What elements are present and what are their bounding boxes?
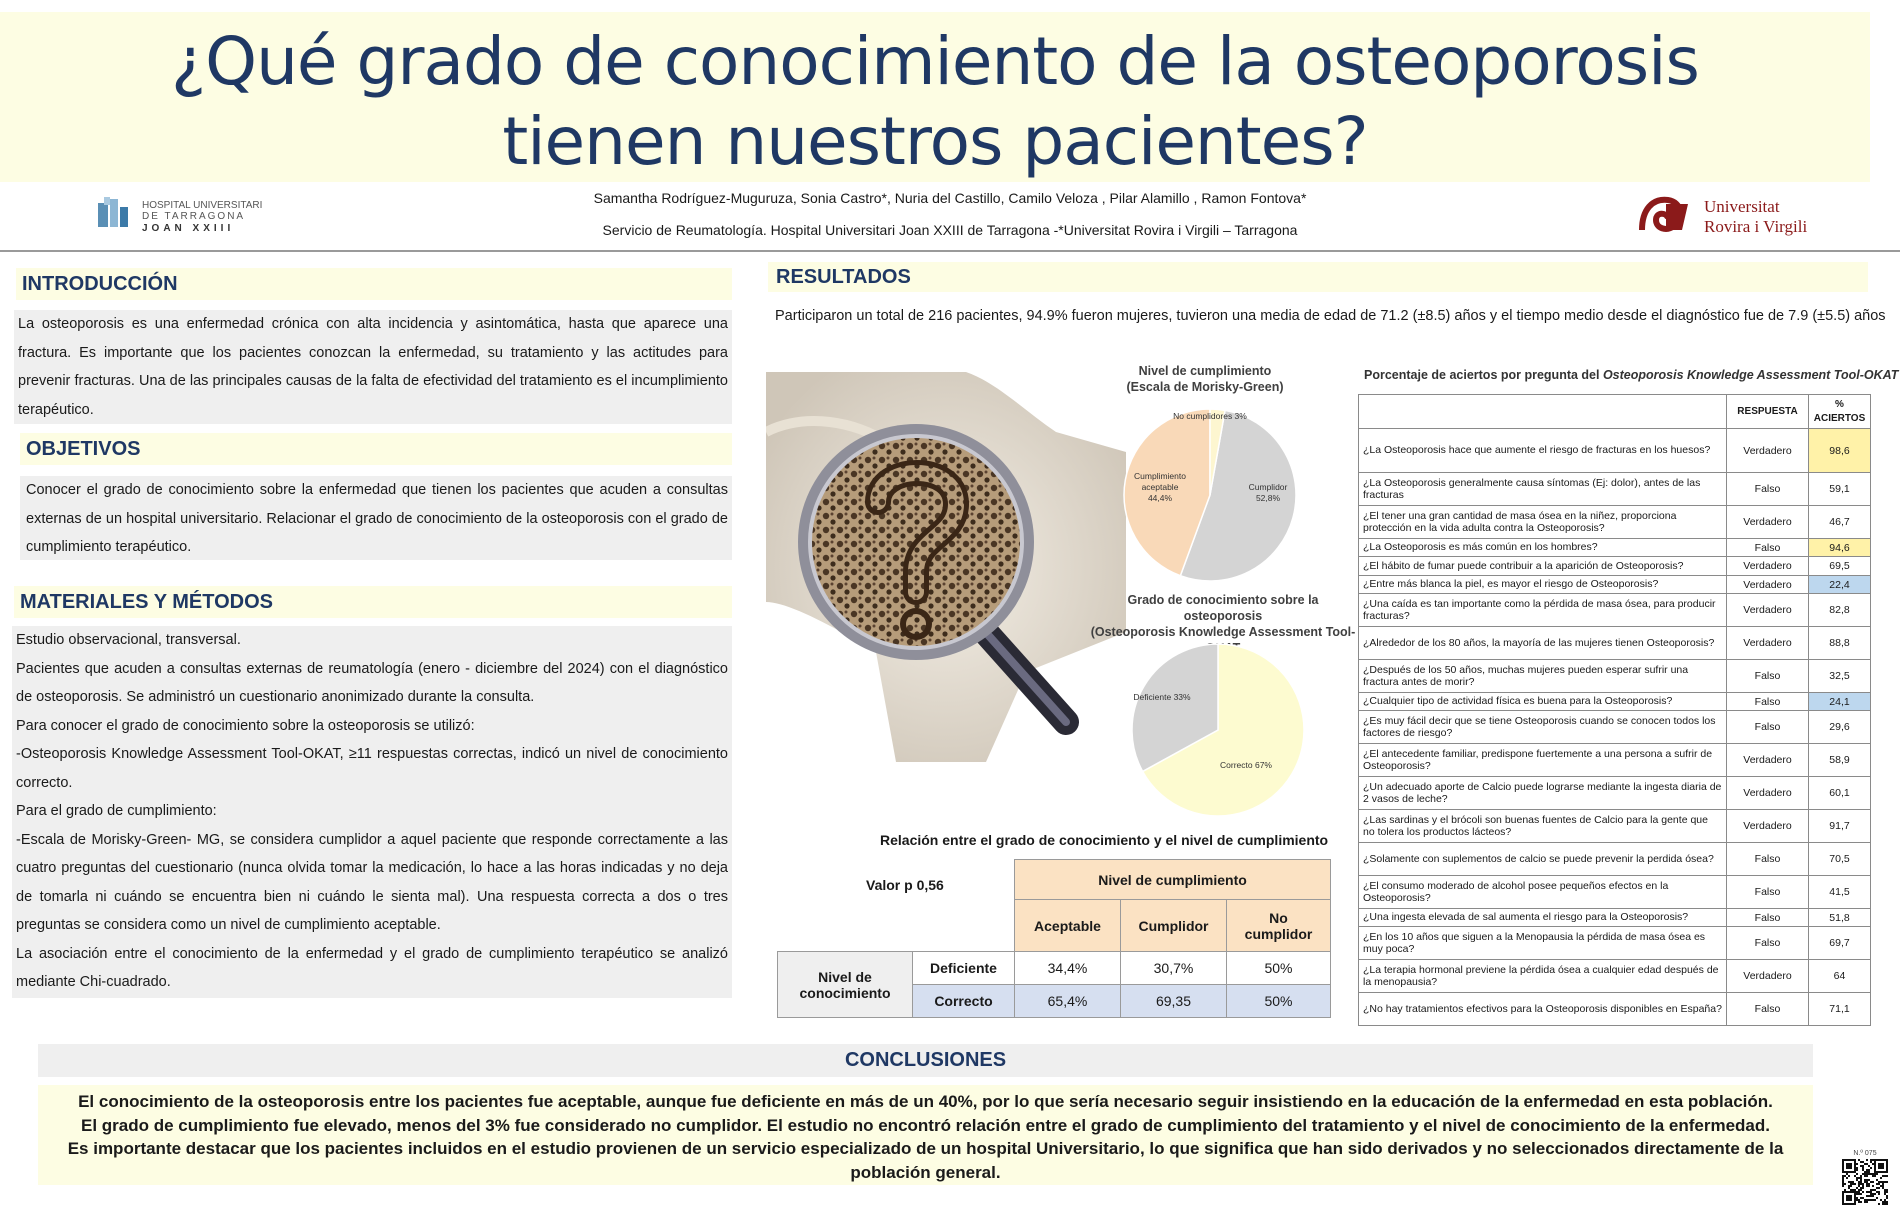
intro-text [14,310,732,424]
okat-row [1359,711,1871,744]
pie-compliance-subtitle: (Escala de Morisky-Green) [1126,380,1284,394]
okat-title-italic: Osteoporosis Knowledge Assessment Tool-OKAT [1602,368,1899,382]
okat-answer: Verdadero [1727,960,1809,993]
okat-question: ¿La terapia hormonal previene la pérdida ósea a cualquier edad después de la menopausia? [1359,960,1727,993]
okat-row [1359,557,1871,576]
okat-answer: Verdadero [1727,810,1809,843]
qr-code [1842,1150,1888,1214]
title-line-1: ¿Qué grado de conocimiento de la osteoporosis [171,23,1699,100]
okat-answer: Falso [1727,660,1809,693]
okat-question: ¿El antecedente familiar, predispone fuertemente a una persona a sufrir de Osteoporosis? [1359,744,1727,777]
okat-answer: Falso [1727,927,1809,960]
okat-col-header: % ACIERTOS [1809,395,1871,429]
okat-question: ¿Una caída es tan importante como la pérdida de masa ósea, para producir fracturas? [1359,594,1727,627]
okat-question: ¿Solamente con suplementos de calcio se puede prevenir la perdida ósea? [1359,843,1727,876]
okat-question: ¿Cualquier tipo de actividad física es buena para la Osteoporosis? [1359,693,1727,711]
table-cell: 69,35 [1121,985,1227,1018]
p-value: Valor p 0,56 [866,877,944,893]
okat-answer: Falso [1727,876,1809,909]
methods-line: -Osteoporosis Knowledge Assessment Tool-OKAT, ≥11 respuestas correctas, indicó un nivel de conocimiento correcto. [16,746,728,791]
bone-magnifier-illustration [766,372,1126,762]
okat-question: ¿Un adecuado aporte de Calcio puede lograrse mediante la ingesta diaria de 2 vasos de leche? [1359,777,1727,810]
intro-paragraph: La osteoporosis es una enfermedad crónica con alta incidencia y asintomática, hasta que aparece una fractura. Es importante que los pacientes conozcan la enfermedad, su tratamiento y las actitudes para prevenir fracturas. Una de las principales causas de la falta de efectividad del tratamiento es el incumplimiento terapéutico. [18,316,728,418]
conclusion-line: El grado de cumplimiento fue elevado, menos del 3% fue considerado no cumplidor. El estudio no encontró relación entre el grado de cumplimiento del tratamiento y el nivel de conocimiento de la enfermedad. [80,1115,1770,1135]
pie-label: Cumplimiento [1134,471,1186,481]
methods-line: Pacientes que acuden a consultas externas de reumatología (enero - diciembre del 2024) con el diagnóstico de osteoporosis. Se administró un cuestionario anonimizado durante la consulta. [16,660,728,705]
okat-row [1359,744,1871,777]
okat-question: ¿En los 10 años que siguen a la Menopausia la pérdida de masa ósea es muy poca? [1359,927,1727,960]
okat-row [1359,576,1871,594]
okat-table-title [1364,368,1898,382]
okat-row [1359,594,1871,627]
okat-percent: 91,7 [1809,810,1871,843]
okat-row [1359,627,1871,660]
okat-percent: 60,1 [1809,777,1871,810]
intro-heading: INTRODUCCIÓN [16,268,732,300]
conclusions-heading: CONCLUSIONES [38,1044,1813,1077]
okat-answer: Falso [1727,993,1809,1026]
okat-percent: 41,5 [1809,876,1871,909]
okat-answer: Verdadero [1727,744,1809,777]
svg-text:Universitat: Universitat [1704,197,1780,216]
table-cell: 34,4% [1015,952,1121,985]
okat-question: ¿La Osteoporosis hace que aumente el riesgo de fracturas en los huesos? [1359,429,1727,473]
methods-line: Estudio observacional, transversal. [16,632,241,648]
okat-percent: 51,8 [1809,909,1871,927]
okat-question: ¿Entre más blanca la piel, es mayor el riesgo de Osteoporosis? [1359,576,1727,594]
okat-answer: Verdadero [1727,506,1809,539]
okat-row [1359,539,1871,557]
table-cell: 50% [1227,952,1331,985]
row-label: Deficiente [913,952,1015,985]
okat-row [1359,506,1871,539]
okat-col-header: RESPUESTA [1727,395,1809,429]
pie-label: Correcto 67% [1220,760,1272,770]
okat-question: ¿La Osteoporosis es más común en los hombres? [1359,539,1727,557]
okat-question: ¿Las sardinas y el brócoli son buenas fuentes de Calcio para la gente que no tolera los productos lácteos? [1359,810,1727,843]
table-cell: 30,7% [1121,952,1227,985]
okat-answer: Falso [1727,711,1809,744]
row-label: Correcto [913,985,1015,1018]
col-group-header: Nivel de cumplimiento [1015,860,1331,900]
okat-answer: Verdadero [1727,576,1809,594]
okat-answer: Verdadero [1727,429,1809,473]
okat-row [1359,909,1871,927]
okat-percent: 70,5 [1809,843,1871,876]
col-header: No cumplidor [1227,900,1331,952]
poster-title [0,22,1870,182]
okat-percent: 22,4 [1809,576,1871,594]
okat-row [1359,960,1871,993]
conclusions-text [38,1085,1813,1185]
okat-percent: 69,7 [1809,927,1871,960]
pie-compliance-title-main: Nivel de cumplimiento [1138,364,1272,378]
okat-answer: Falso [1727,909,1809,927]
okat-title-prefix: Porcentaje de aciertos por pregunta del [1364,368,1603,382]
okat-answer: Verdadero [1727,557,1809,576]
okat-question: ¿Después de los 50 años, muchas mujeres pueden esperar sufrir una fractura antes de morir? [1359,660,1727,693]
header-divider [0,250,1900,252]
col-header: Aceptable [1015,900,1121,952]
objectives-paragraph: Conocer el grado de conocimiento sobre la enfermedad que tienen los pacientes que acuden a consultas externas de un hospital universitario. Relacionar el grado de conocimiento de la osteoporosis con el grado de cumplimiento terapéutico. [26,482,728,555]
pie-compliance-title [1100,363,1310,395]
methods-line: Para conocer el grado de conocimiento sobre la osteoporosis se utilizó: [16,717,475,734]
table-cell: 50% [1227,985,1331,1018]
relation-table-title: Relación entre el grado de conocimiento y el nivel de cumplimiento [880,832,1329,848]
pie-label: aceptable [1141,482,1179,492]
affiliation: Servicio de Reumatología. Hospital Universitari Joan XXIII de Tarragona -*Universitat Rovira i Virgili – Tarragona [602,222,1298,238]
pie-compliance-chart [1120,405,1300,585]
pie-knowledge-subtitle: (Osteoporosis Knowledge Assessment Tool- [1090,625,1356,639]
okat-row [1359,660,1871,693]
okat-percent: 88,8 [1809,627,1871,660]
table-row [778,952,1331,985]
okat-row [1359,777,1871,810]
okat-percent: 46,7 [1809,506,1871,539]
pie-label: 52,8% [1255,493,1281,503]
okat-question: ¿El tener una gran cantidad de masa ósea en la niñez, proporciona protección en la vida adulta contra la Osteoporosis? [1359,506,1727,539]
pie-knowledge-title-main: Grado de conocimiento sobre la osteoporosis [1127,593,1319,623]
okat-answer: Verdadero [1727,777,1809,810]
okat-percent: 29,6 [1809,711,1871,744]
relation-table [777,859,1331,1018]
svg-text:JOAN XXIII: JOAN XXIII [142,223,235,234]
methods-line: Para el grado de cumplimiento: [16,803,217,819]
okat-question: ¿El hábito de fumar puede contribuir a la aparición de Osteoporosis? [1359,557,1727,576]
okat-percent: 71,1 [1809,993,1871,1026]
okat-percent: 94,6 [1809,539,1871,557]
okat-row [1359,927,1871,960]
okat-row [1359,810,1871,843]
title-line-2: tienen nuestros pacientes? [502,103,1368,180]
okat-question: ¿No hay tratamientos efectivos para la Osteoporosis disponibles en España? [1359,993,1727,1026]
row-group-header: Nivel de conocimiento [778,952,913,1018]
okat-percent: 82,8 [1809,594,1871,627]
okat-answer: Falso [1727,539,1809,557]
okat-percent: 98,6 [1809,429,1871,473]
okat-answer: Falso [1727,843,1809,876]
okat-percent: 64 [1809,960,1871,993]
pie-label: Cumplidor [1248,482,1288,492]
pie-label: No cumplidores 3% [1173,411,1247,421]
table-cell: 65,4% [1015,985,1121,1018]
okat-answer: Verdadero [1727,627,1809,660]
results-heading: RESULTADOS [768,262,1868,292]
conclusion-line: Es importante destacar que los pacientes incluidos en el estudio provienen de un servicio especializado de un hospital Universitario, lo que significa que han sido derivados y no seleccionados directamente de la población general. [67,1139,1784,1182]
okat-percent: 69,5 [1809,557,1871,576]
hospital-logo [96,195,266,235]
university-logo [1638,190,1828,238]
okat-row [1359,429,1871,473]
okat-percent: 24,1 [1809,693,1871,711]
okat-question: ¿La Osteoporosis generalmente causa síntomas (Ej: dolor), antes de las fracturas [1359,473,1727,506]
methods-heading: MATERIALES Y MÉTODOS [14,586,732,618]
results-summary: Participaron un total de 216 pacientes, 94.9% fueron mujeres, tuvieron una media de edad de 71.2 (±8.5) años y el tiempo medio desde el diagnóstico fue de 7.9 (±5.5) años [775,308,1886,324]
okat-question: ¿El consumo moderado de alcohol posee pequeños efectos en la Osteoporosis? [1359,876,1727,909]
svg-text:DE TARRAGONA: DE TARRAGONA [142,211,246,222]
okat-answer: Falso [1727,473,1809,506]
pie-knowledge-chart [1128,640,1308,820]
okat-row [1359,993,1871,1026]
pie-label: Deficiente 33% [1133,692,1191,702]
okat-answer: Verdadero [1727,594,1809,627]
okat-percent: 59,1 [1809,473,1871,506]
okat-percent: 32,5 [1809,660,1871,693]
okat-row [1359,693,1871,711]
svg-text:HOSPITAL UNIVERSITARI: HOSPITAL UNIVERSITARI [142,200,263,211]
okat-row [1359,876,1871,909]
okat-question: ¿Es muy fácil decir que se tiene Osteoporosis cuando se conocen todos los factores de riesgo? [1359,711,1727,744]
objectives-text [20,476,732,560]
okat-question: ¿Alrededor de los 80 años, la mayoría de las mujeres tienen Osteoporosis? [1359,627,1727,660]
col-header: Cumplidor [1121,900,1227,952]
conclusion-line: El conocimiento de la osteoporosis entre los pacientes fue aceptable, aunque fue deficiente en más de un 40%, por lo que sería necesario seguir insistiendo en la educación de la enfermedad en esta población. [78,1092,1773,1111]
methods-line: -Escala de Morisky-Green- MG, se considera cumplidor a aquel paciente que responde correctamente a las cuatro preguntas del cuestionario (nunca olvida tomar la medicación, lo hace a las horas indicadas y no deja de tomarla ni cuándo se encuentra bien ni cuándo le sienta mal). Una respuesta correcta a dos o tres preguntas se considera como un nivel de cumplimiento aceptable. [16,831,728,933]
pie-label: 44,4% [1147,493,1173,503]
okat-percent: 58,9 [1809,744,1871,777]
objectives-heading: OBJETIVOS [20,433,732,465]
okat-answer: Falso [1727,693,1809,711]
poster-number: N.º 075 [1853,1150,1877,1157]
svg-text:Rovira i Virgili: Rovira i Virgili [1704,217,1808,236]
authors: Samantha Rodríguez-Muguruza, Sonia Castro*, Nuria del Castillo, Camilo Veloza , Pilar Alamillo , Ramon Fontova* [593,190,1307,206]
methods-text [12,626,732,998]
okat-question: ¿Una ingesta elevada de sal aumenta el riesgo para la Osteoporosis? [1359,909,1727,927]
okat-table [1358,394,1871,1026]
okat-row [1359,473,1871,506]
okat-row [1359,843,1871,876]
methods-line: La asociación entre el conocimiento de la enfermedad y el grado de cumplimiento terapéutico se analizó mediante Chi-cuadrado. [16,945,728,990]
